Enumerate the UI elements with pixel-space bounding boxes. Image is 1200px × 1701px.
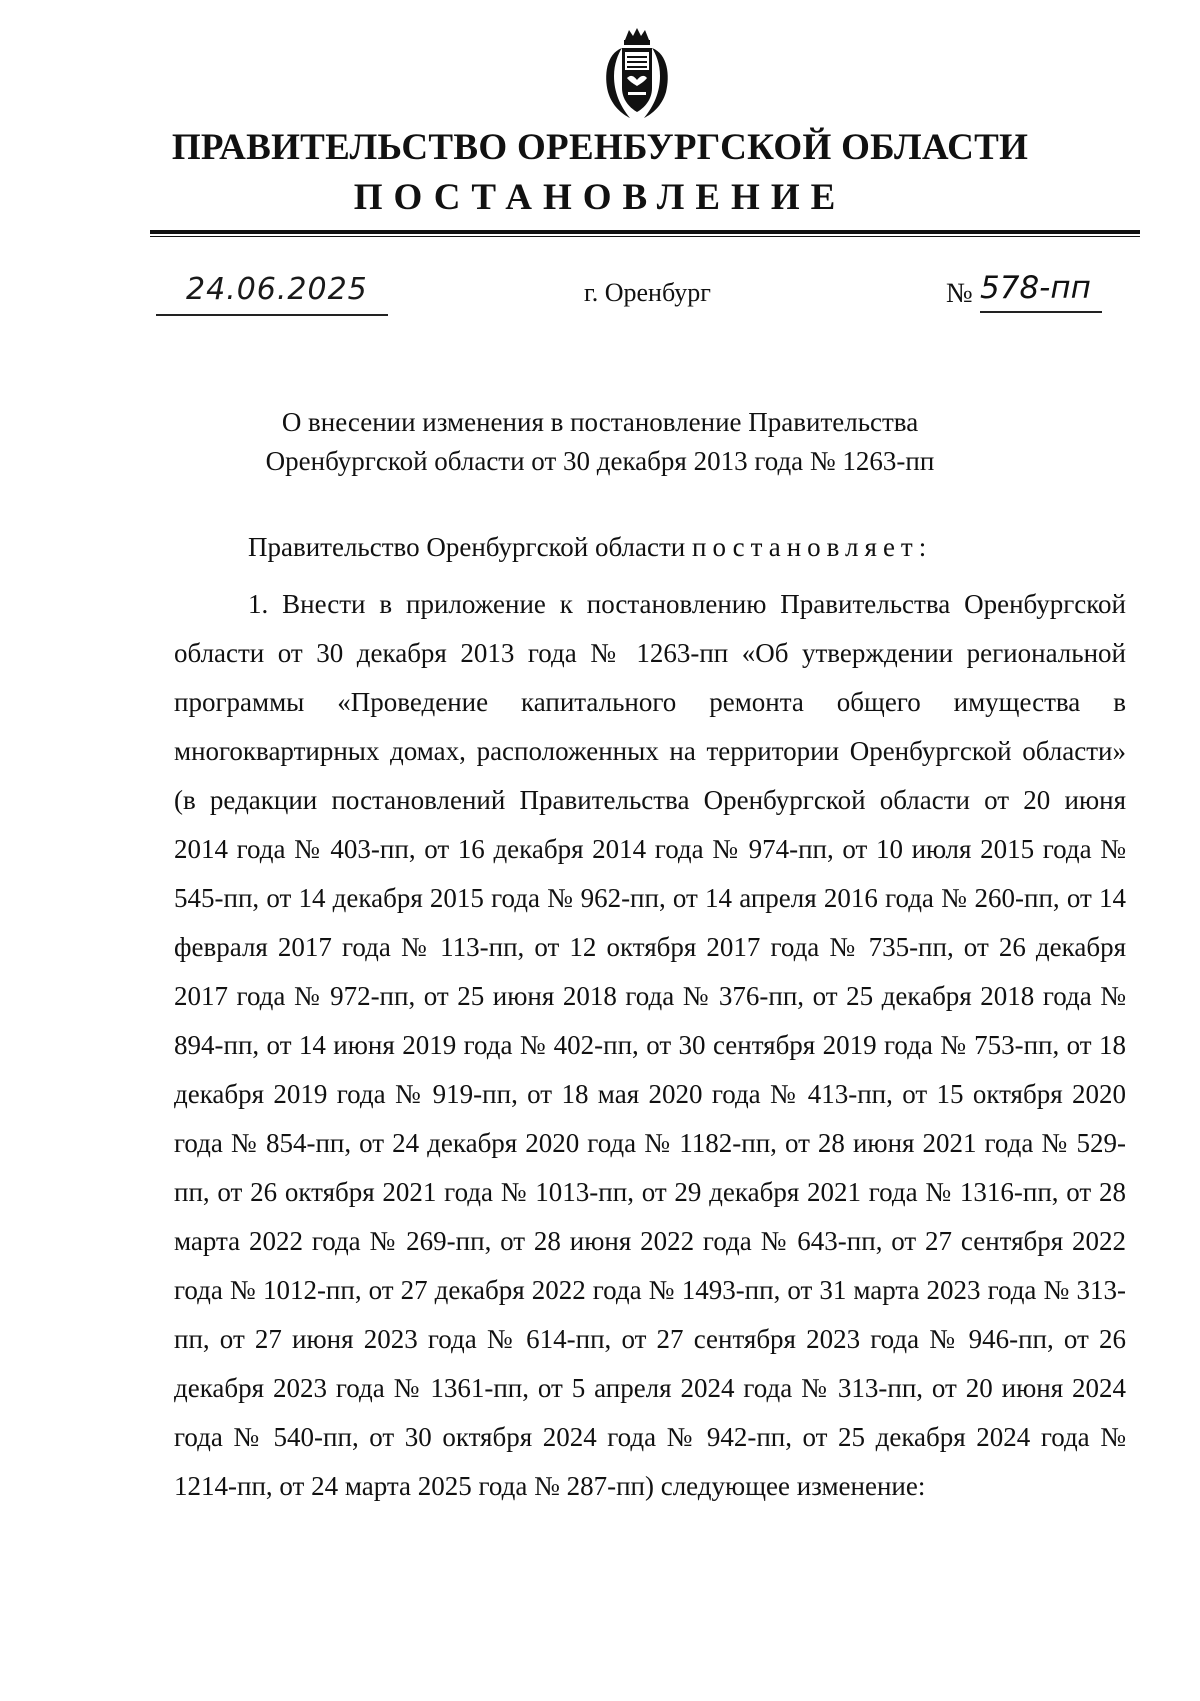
document-subject [0,403,1200,481]
document-number: 578-пп [980,270,1091,306]
decree-intro [174,532,1126,563]
government-title: ПРАВИТЕЛЬСТВО ОРЕНБУРГСКОЙ ОБЛАСТИ [171,127,1029,168]
header-divider-thin [150,236,1140,237]
date-underline [156,314,388,316]
number-underline [980,311,1102,313]
number-sign: № [946,278,973,309]
document-date: 24.06.2025 [186,272,368,307]
subject-line-1: О внесении изменения в постановление Правительства [281,407,919,437]
document-type: ПОСТАНОВЛЕНИЕ [353,177,847,218]
coat-of-arms-icon [598,26,676,122]
paragraph-1: 1. Внести в приложение к постановлению Правительства Оренбургской области от 30 декабря 2013 года № 1263-пп «Об утверждении региональной программы «Проведение капитального ремонта общего имущества в многоквартирных домах, расположенных на территории Оренбургской области» (в редакции постановлений Правительства Оренбургской области от 20 июня 2014 года № 403-пп, от 16 декабря 2014 года № 974-пп, от 10 июля 2015 года № 545-пп, от 14 декабря 2015 года № 962-пп, от 14 апреля 2016 года № 260-пп, от 14 февраля 2017 года № 113-пп, от 12 октября 2017 года № 735-пп, от 26 декабря 2017 года № 972-пп, от 25 июня 2018 года № 376-пп, от 25 декабря 2018 года № 894-пп, от 14 июня 2019 года № 402-пп, от 30 сентября 2019 года № 753-пп, от 18 декабря 2019 года № 919-пп, от 18 мая 2020 года № 413-пп, от 15 октября 2020 года № 854-пп, от 24 декабря 2020 года № 1182-пп, от 28 июня 2021 года № 529-пп, от 26 октября 2021 года № 1013-пп, от 29 декабря 2021 года № 1316-пп, от 28 марта 2022 года № 269-пп, от 28 июня 2022 года № 643-пп, от 27 сентября 2022 года № 1012-пп, от 27 декабря 2022 года № 1493-пп, от 31 марта 2023 года № 313-пп, от 27 июня 2023 года № 614-пп, от 27 сентября 2023 года № 946-пп, от 26 декабря 2023 года № 1361-пп, от 5 апреля 2024 года № 313-пп, от 20 июня 2024 года № 540-пп, от 30 октября 2024 года № 942-пп, от 25 декабря 2024 года № 1214-пп, от 24 марта 2025 года № 287-пп) следующее изменение: [174,589,1126,1501]
intro-prefix: Правительство Оренбургской области [248,532,692,562]
document-city: г. Оренбург [584,278,711,307]
intro-verb: постановляет: [692,532,933,562]
header-divider [150,230,1140,234]
subject-line-2: Оренбургской области от 30 декабря 2013 года № 1263-пп [265,446,935,476]
